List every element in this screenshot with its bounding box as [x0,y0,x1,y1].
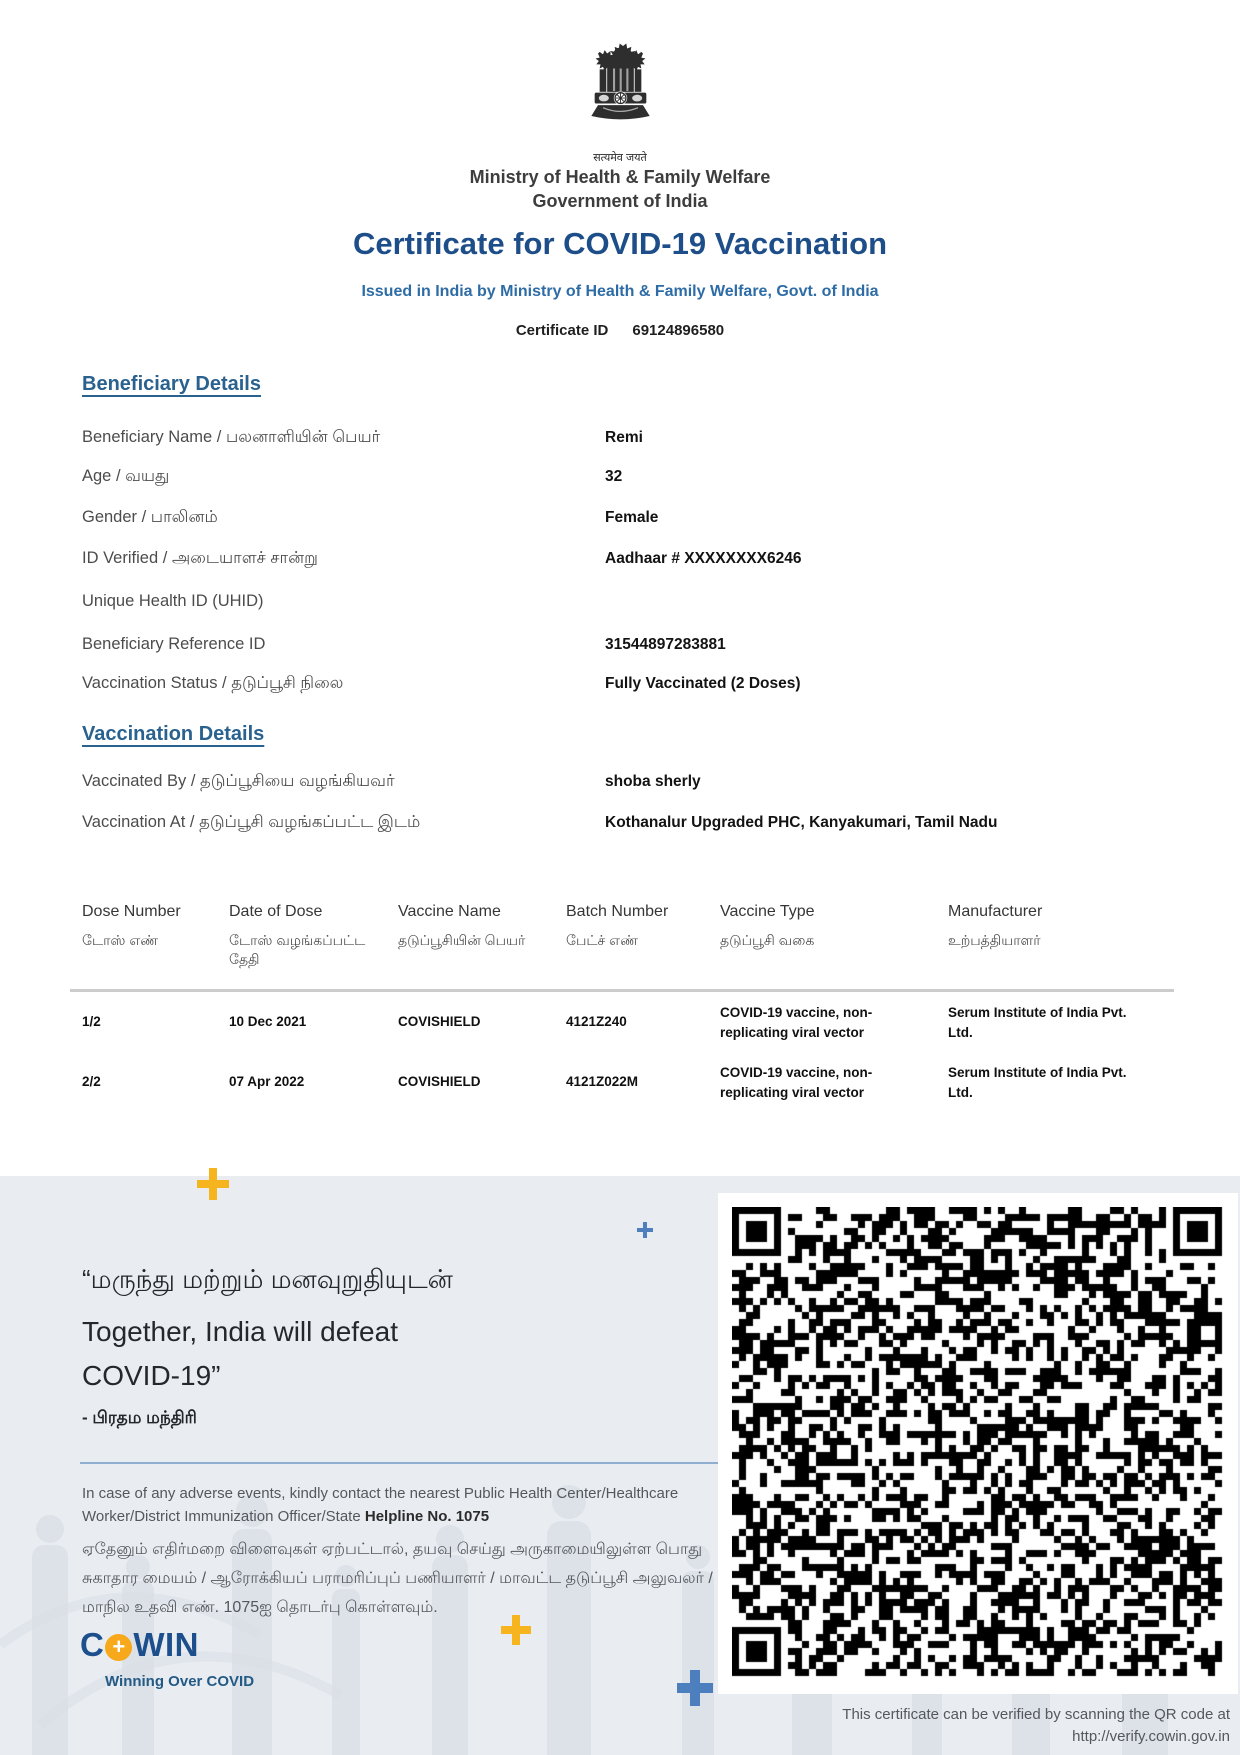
field-value: Remi [605,429,643,446]
plus-decoration-icon [197,1168,229,1200]
field-id-verified [82,549,1162,573]
field-value: Kothanalur Upgraded PHC, Kanyakumari, Tamil Nadu [605,814,998,831]
certificate-id-label: Certificate ID [515,322,609,339]
field-label: Gender / பாலினம் [82,508,218,526]
ministry-name: Ministry of Health & Family Welfare [469,167,771,187]
field-vaccination-at [82,813,1162,837]
field-label: Age / வயது [82,467,170,485]
field-label: Unique Health ID (UHID) [82,592,264,610]
field-value: Female [605,509,659,526]
cell-date-of-dose: 10 Dec 2021 [229,1014,307,1029]
verify-url-link[interactable]: http://verify.cowin.gov.in [1072,1727,1230,1745]
emblem-motto-text: सत्यमेव जयते [593,152,647,164]
plus-decoration-icon [501,1615,531,1645]
cell-vaccine-type: COVID-19 vaccine, non-replicating viral vector [720,1005,873,1041]
cowin-logo [80,1626,199,1664]
cell-manufacturer: Serum Institute of India Pvt. Ltd. [948,1005,1127,1041]
vaccination-details-heading: Vaccination Details [82,723,265,745]
column-header: Batch Number பேட்ச் எண் [566,903,669,948]
field-label: Vaccination At / தடுப்பூசி வழங்கப்பட்ட இடம் [82,813,421,831]
certificate-title: Certificate for COVID-19 Vaccination [352,226,888,261]
column-header: Dose Number டோஸ் எண் [82,903,181,948]
field-label: Beneficiary Name / பலனாளியின் பெயர் [82,428,381,446]
cell-vaccine-type: COVID-19 vaccine, non-replicating viral vector [720,1065,873,1101]
plus-decoration-icon [637,1222,653,1238]
helpline-number: Helpline No. 1075 [364,1508,490,1526]
column-header: Manufacturer உற்பத்தியாளர் [948,903,1043,948]
cell-dose-number: 2/2 [82,1074,101,1089]
field-vaccinated-by [82,772,1162,796]
field-gender [82,508,1162,532]
cell-vaccine-name: COVISHIELD [398,1014,481,1029]
field-value: shoba sherly [605,773,701,790]
cell-vaccine-name: COVISHIELD [398,1074,481,1089]
cell-batch-number: 4121Z022M [566,1074,639,1089]
cowin-tagline: Winning Over COVID [105,1673,255,1690]
certificate-subtitle: Issued in India by Ministry of Health & Family Welfare, Govt. of India [361,283,879,300]
field-beneficiary-name [82,428,1162,452]
column-header: Vaccine Name தடுப்பூசியின் பெயர் [398,903,526,948]
field-vaccination-status [82,674,1162,698]
dose-table [82,903,1162,1133]
footer-divider-line [80,1462,718,1464]
field-label: ID Verified / அடையாளச் சான்று [82,549,318,567]
cowin-logo-text: C [80,1626,105,1663]
quote-tamil: “மருந்து மற்றும் மனவுறுதியுடன் [82,1264,453,1294]
cowin-plus-icon: + [105,1634,132,1661]
dose-table-header [82,903,1162,969]
column-header: Date of Dose டோஸ் வழங்கப்பட்ட தேதி [229,903,366,967]
field-value: Fully Vaccinated (2 Doses) [605,675,801,692]
cell-manufacturer: Serum Institute of India Pvt. Ltd. [948,1065,1127,1101]
quote-attribution: - பிரதம மந்திரி [82,1408,197,1427]
cell-dose-number: 1/2 [82,1014,101,1029]
qr-code [718,1193,1238,1694]
adverse-events-notice-tamil: ஏதேனும் எதிர்மறை விளைவுகள் ஏற்பட்டால், தயவு செய்து அருகாமையிலுள்ள பொது சுகாதார மையம் / ஆரோக்கியப் பராமரிப்புப் பணியாளர் / மாவட்ட தடுப்பூசி அலுவலர் / மாநில உதவி எண். 1075ஐ தொடர்பு கொள்ளவும். [82,1541,713,1616]
field-label: Vaccination Status / தடுப்பூசி நிலை [82,674,344,692]
table-divider [70,989,1174,992]
quote-english-line2: COVID-19” [82,1360,221,1391]
quote-english-line1: Together, India will defeat [82,1316,398,1347]
verification-instruction: This certificate can be verified by scanning the QR code at http://verify.cowin.gov.in [842,1706,1230,1745]
field-label: Beneficiary Reference ID [82,635,266,653]
field-value: 31544897283881 [605,636,726,653]
cowin-logo-text: WIN [133,1626,199,1663]
table-row-dose-1 [82,1003,1162,1044]
field-age [82,467,1162,491]
column-header: Vaccine Type தடுப்பூசி வகை [720,903,815,948]
table-row-dose-2 [82,1063,1162,1104]
field-value: 32 [605,468,623,485]
beneficiary-details-heading: Beneficiary Details [82,373,261,395]
footer-band [0,1176,1240,1755]
field-value: Aadhaar # XXXXXXXX6246 [605,550,802,567]
certificate-id-line [0,322,1240,339]
certificate-id-value: 69124896580 [632,322,725,339]
cell-date-of-dose: 07 Apr 2022 [229,1074,305,1089]
cell-batch-number: 4121Z240 [566,1014,627,1029]
field-label: Vaccinated By / தடுப்பூசியை வழங்கியவர் [82,772,395,790]
emblem-of-india-icon [583,40,658,152]
government-name: Government of India [532,191,708,211]
adverse-events-notice-english: In case of any adverse events, kindly contact the nearest Public Health Center/Healthcare Worker/District Immunization Officer/State Helpline No. 1075 [82,1485,679,1526]
field-beneficiary-reference-id [82,635,1162,659]
field-uhid [82,592,1162,616]
plus-decoration-icon [677,1670,713,1706]
